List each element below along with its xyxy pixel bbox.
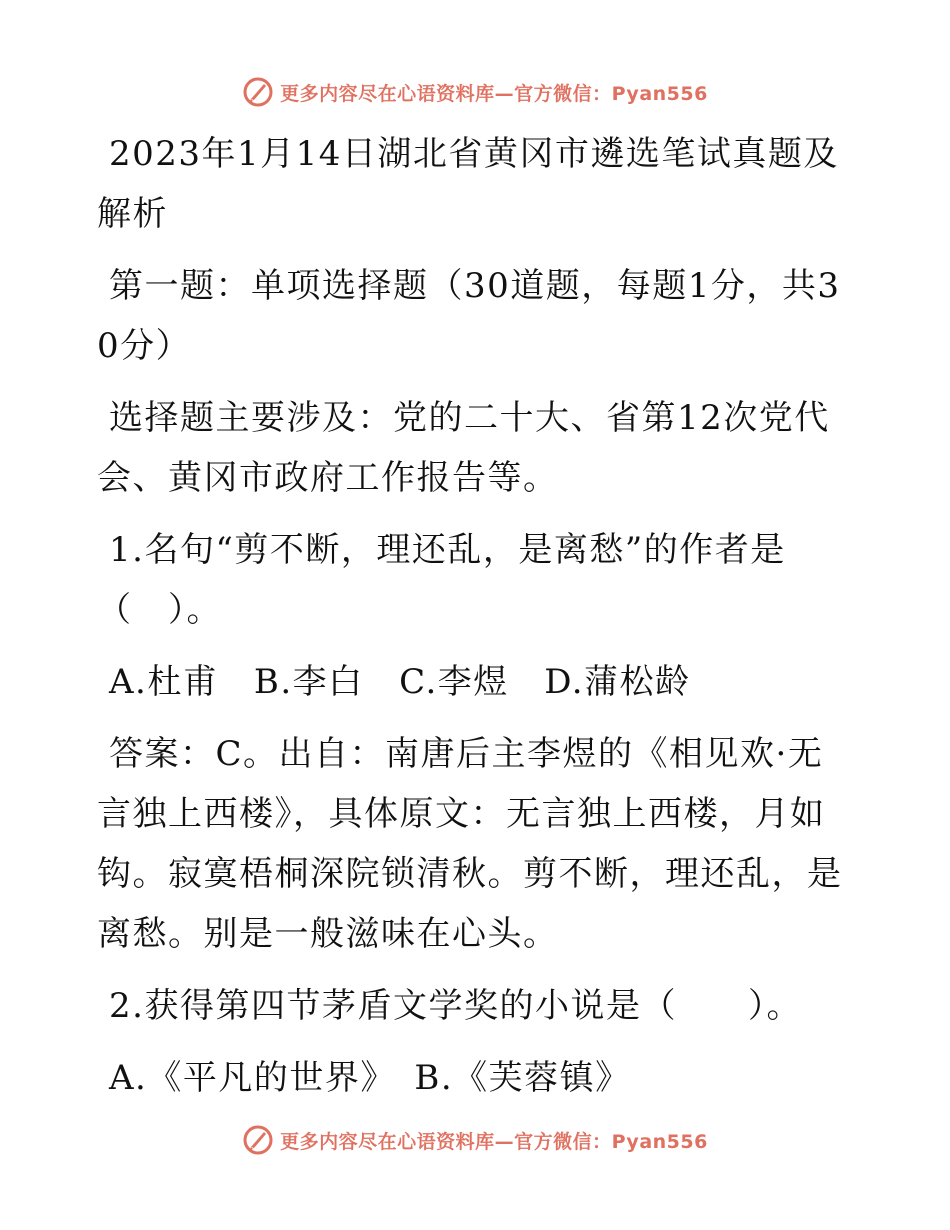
question-1-options: A.杜甫 B.李白 C.李煜 D.蒲松龄	[109, 662, 691, 702]
document-title: 2023年1月14日湖北省黄冈市遴选笔试真题及解析	[97, 134, 839, 234]
document-body	[97, 124, 847, 1120]
watermark-text: 更多内容尽在心语资料库—官方微信：Pyan556	[280, 1130, 708, 1153]
section-heading: 第一题：单项选择题（30道题，每题1分，共30分）	[97, 266, 841, 366]
scope-note: 选择题主要涉及：党的二十大、省第12次党代会、黄冈市政府工作报告等。	[97, 398, 830, 498]
question-2-options: A.《平凡的世界》 B.《芙蓉镇》	[109, 1058, 631, 1098]
question-2-stem: 2.获得第四节茅盾文学奖的小说是（ ）。	[109, 986, 802, 1026]
question-1-stem: 1.名句“剪不断，理还乱，是离愁”的作者是（ ）。	[97, 530, 786, 630]
watermark-header	[0, 72, 950, 112]
watermark-footer	[0, 1120, 950, 1160]
quill-logo-icon	[242, 76, 274, 108]
watermark-text: 更多内容尽在心语资料库—官方微信：Pyan556	[280, 82, 708, 105]
question-1-answer: 答案：C。出自：南唐后主李煜的《相见欢·无言独上西楼》，具体原文：无言独上西楼，月如钩。寂寞梧桐深院锁清秋。剪不断，理还乱，是离愁。别是一般滋味在心头。	[97, 734, 843, 954]
quill-logo-icon	[242, 1124, 274, 1156]
